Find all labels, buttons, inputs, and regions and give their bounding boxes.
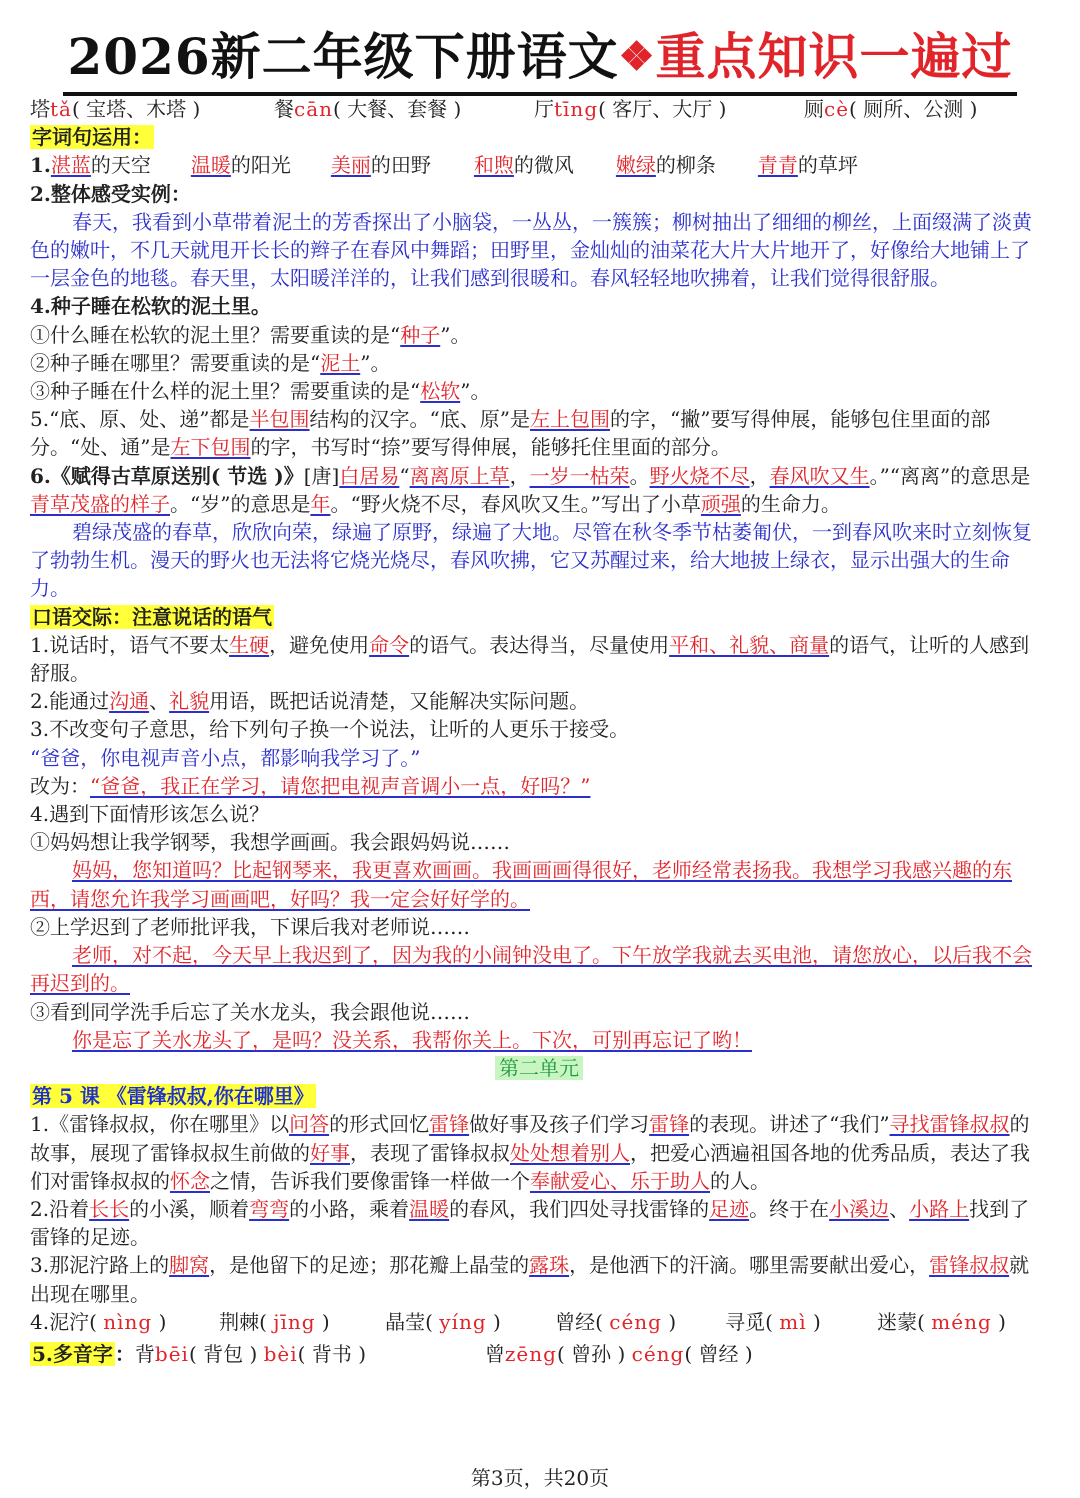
p6-paragraph: 6.《赋得古草原送别( 节选 )》[唐]白居易“离离原上草，一岁一枯荣。野火烧不尽，春风吹又生。”“离离”的意思是青草茂盛的样子。“岁”的意思是年。“野火烧不尽，春风吹又生。”写出了小草顽强的生命力。 — [30, 463, 1031, 516]
title-red: 重点知识一遍过 — [655, 27, 1013, 86]
p4-question: ②种子睡在哪里？需要重读的是“泥土”。 — [30, 350, 391, 375]
k3-paragraph: 3.不改变句子意思，给下列句子换一个说法，让听的人更乐于接受。 — [30, 717, 630, 742]
page-number: 第3页，共20页 — [470, 1466, 610, 1490]
diamond-icon: ❖ — [618, 33, 656, 80]
k4-question: ②上学迟到了老师批评我，下课后我对老师说…… — [30, 914, 470, 939]
section-heading: 口语交际：注意说话的语气 — [32, 604, 272, 629]
unit-heading: 第二单元 — [30, 1054, 1048, 1082]
p4-heading: 4.种子睡在松软的泥土里。 — [30, 294, 271, 319]
lesson-title: 第 5 课 《雷锋叔叔,你在哪里》 — [32, 1084, 314, 1109]
l5-pinyin-row: 4.泥泞( nìng ) 荆棘( jīng ) 晶莹( yíng ) 曾经( céng ) 寻觅( mì ) 迷蒙( méng ) — [30, 1309, 1006, 1334]
k4-answer: 你是忘了关水龙头了，是吗？没关系，我帮你关上。下次，可别再忘记了哟！ — [72, 1027, 752, 1052]
pinyin-item: 厅tīng( 客厅、大厅 ) — [534, 97, 727, 121]
p2-heading: 2.整体感受实例： — [30, 181, 191, 206]
p5-paragraph: 5.“底、原、处、递”都是半包围结构的汉字。“底、原”是左上包围的字，“撇”要写得伸展，能够包住里面的部分。“处、通”是左下包围的字，书写时“捺”要写得伸展，能够托住里面的部分。 — [30, 407, 991, 460]
word-phrases: 1.湛蓝的天空 温暖的阳光 美丽的田野 和煦的微风 嫩绿的柳条 青青的草坪 — [30, 153, 858, 178]
title-black: 2026新二年级下册语文 — [67, 27, 619, 86]
p2-paragraph: 春天，我看到小草带着泥土的芳香探出了小脑袋，一丛丛，一簇簇；柳树抽出了细细的柳丝，上面缀满了淡黄色的嫩叶，不几天就甩开长长的辫子在春风中舞蹈；田野里，金灿灿的油菜花大片大片地开了，好像给大地铺上了一层金色的地毯。春天里，太阳暖洋洋的，让我们感到很暖和。春风轻轻地吹拂着，让我们觉得很舒服。 — [30, 209, 1032, 291]
p4-question: ③种子睡在什么样的泥土里？需要重读的是“松软”。 — [30, 379, 491, 404]
pinyin-item: 厕cè( 厕所、公测 ) — [804, 97, 978, 121]
section-heading: 字词句运用： — [32, 125, 152, 150]
content — [30, 95, 1048, 1368]
k4-answer: 老师，对不起，今天早上我迟到了，因为我的小闹钟没电了。下午放学我就去买电池，请您放心，以后我不会再迟到的。 — [30, 943, 1032, 996]
p4-question: ①什么睡在松软的泥土里？需要重读的是“种子”。 — [30, 322, 471, 347]
pinyin-row — [30, 95, 1048, 123]
k2-paragraph: 2.能通过沟通、礼貌用语，既把话说清楚，又能解决实际问题。 — [30, 689, 590, 714]
page-title — [0, 22, 1080, 96]
l5-paragraph-1: 1.《雷锋叔叔，你在哪里》以问答的形式回忆雷锋做好事及孩子们学习雷锋的表现。讲述了“我们”寻找雷锋叔叔的故事，展现了雷锋叔叔生前做的好事，表现了雷锋叔叔处处想着别人，把爱心洒遍祖国各地的优秀品质，表达了我们对雷锋叔叔的怀念之情，告诉我们要像雷锋一样做一个奉献爱心、乐于助人的人。 — [30, 1112, 1030, 1193]
k3-quote: “爸爸，你电视声音小点，都影响我学习了。” — [30, 745, 421, 770]
l5-paragraph-3: 3.那泥泞路上的脚窝，是他留下的足迹；那花瓣上晶莹的露珠，是他洒下的汗滴。哪里需要献出爱心，雷锋叔叔就出现在哪里。 — [30, 1253, 1030, 1306]
p6-explanation: 碧绿茂盛的春草，欣欣向荣，绿遍了原野，绿遍了大地。尽管在秋冬季节枯萎匍伏，一到春风吹来时立刻恢复了勃勃生机。漫天的野火也无法将它烧光烧尽，春风吹拂，它又苏醒过来，给大地披上绿衣，显示出强大的生命力。 — [30, 520, 1032, 601]
k1-paragraph: 1.说话时，语气不要太生硬，避免使用命令的语气。表达得当，尽量使用平和、礼貌、商量的语气，让听的人感到舒服。 — [30, 632, 1030, 686]
k4-answer: 妈妈，您知道吗？比起钢琴来，我更喜欢画画。我画画画得很好，老师经常表扬我。我想学习我感兴趣的东西，请您允许我学习画画吧，好吗？我一定会好好学的。 — [30, 858, 1012, 911]
k4-heading: 4.遇到下面情形该怎么说？ — [30, 802, 270, 827]
l5-paragraph-2: 2.沿着长长的小溪，顺着弯弯的小路，乘着温暖的春风，我们四处寻找雷锋的足迹。终于在小溪边、小路上找到了雷锋的足迹。 — [30, 1196, 1030, 1250]
k3-answer: 改为：“爸爸，我正在学习，请您把电视声音调小一点，好吗？” — [30, 773, 591, 798]
k4-question: ①妈妈想让我学钢琴，我想学画画。我会跟妈妈说…… — [30, 830, 510, 855]
pinyin-item: 塔tǎ( 宝塔、木塔 ) — [30, 97, 201, 121]
k4-question: ③看到同学洗手后忘了关水龙头，我会跟他说…… — [30, 999, 470, 1024]
l5-polyphone-row: 5.多音字 ：背bēi( 背包 ) bèi( 背书 ) 曾zēng( 曾孙 ) céng( 曾经 ) — [32, 1341, 753, 1366]
pinyin-item: 餐cān( 大餐、套餐 ) — [274, 97, 462, 121]
